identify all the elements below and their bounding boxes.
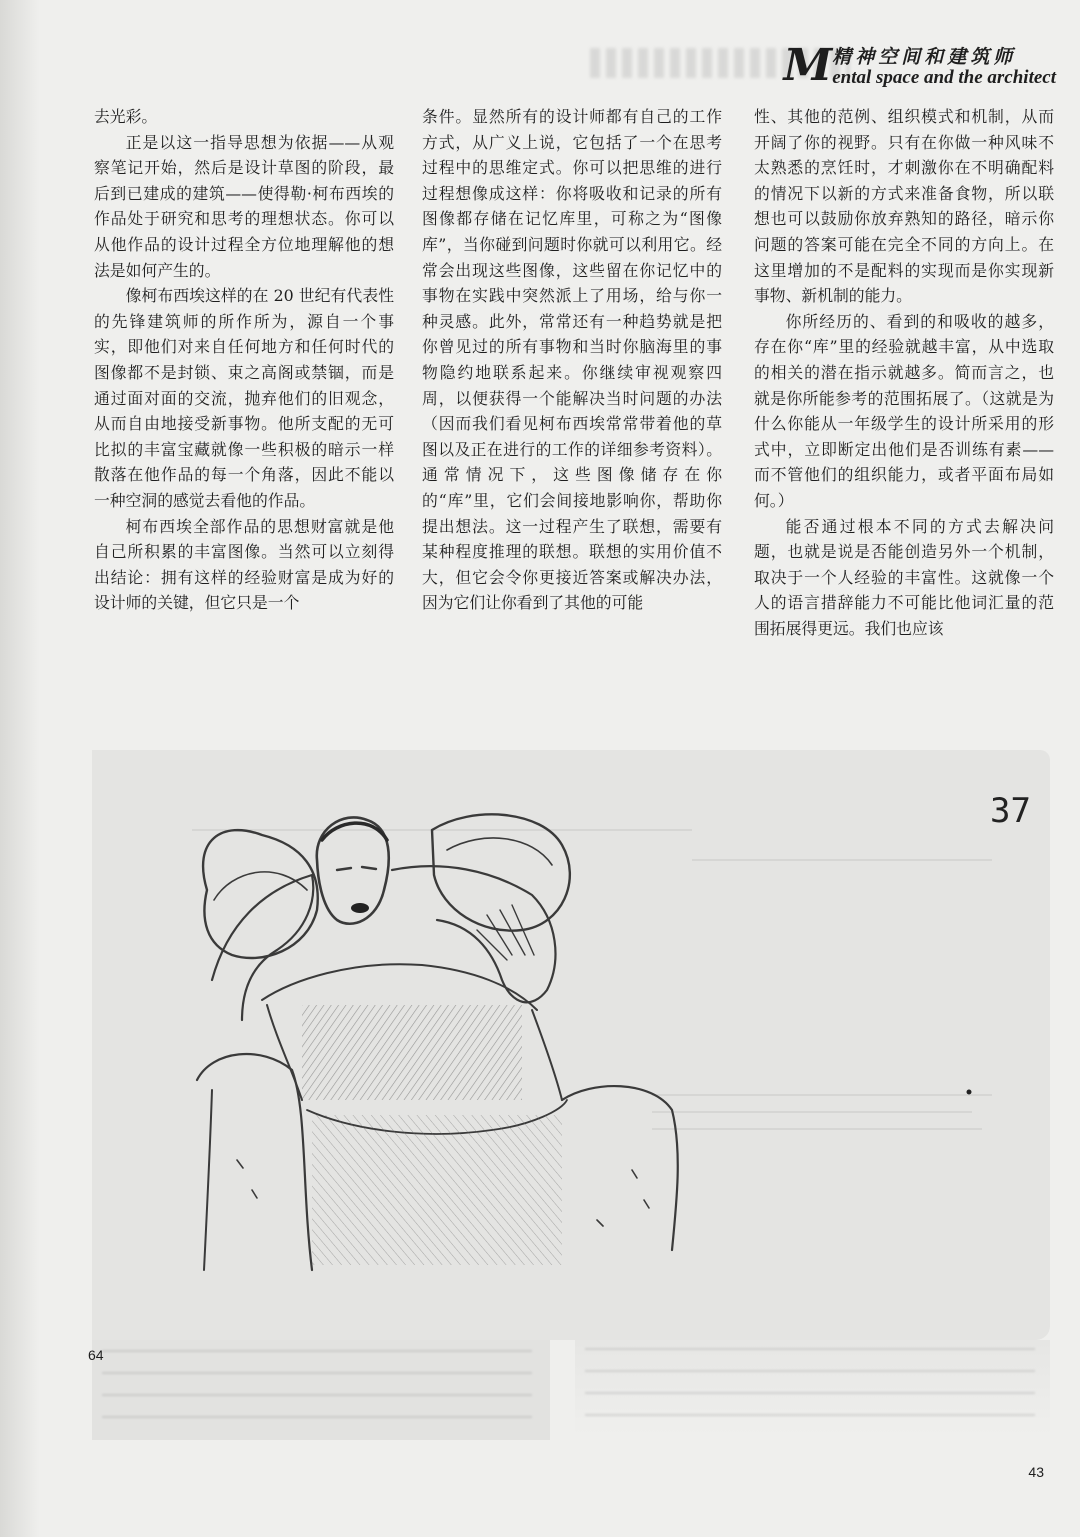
paragraph: 正是以这一指导思想为依据——从观察笔记开始，然后是设计草图的阶段，最后到已建成的建筑——使得勒·柯布西埃的作品处于研究和思考的理想状态。你可以从他作品的设计过程全方位地理解他的想法是如何产生的。 [94,132,394,280]
paragraph: 像柯布西埃这样的在 20 世纪有代表性的先锋建筑师的所作所为，源自一个事实，即他们对来自任何地方和任何时代的图像都不是封锁、束之高阁或禁锢，而是通过面对面的交流，抛弃他们的旧观念，从而自由地接受新事物。他所支配的无可比拟的丰富宝藏就像一些积极的暗示一样散落在他作品的每一个角落，因此不能以一种空洞的感觉去看他的作品。 [94,286,394,510]
header-initial-letter: M [783,40,833,91]
paragraph: 去光彩。 [94,107,158,126]
running-header [783,40,1056,91]
paragraph: 性、其他的范例、组织模式和机制，从而开阔了你的视野。只有在你做一种风味不太熟悉的烹饪时，才刺激你在不明确配料的情况下以新的方式来准备食物，所以联想也可以鼓励你放弃熟知的路径，暗示你问题的答案可能在完全不同的方向上。在这里增加的不是配料的实现而是你实现新事物、新机制的能力。 [754,107,1054,306]
sketch-number-label: 37 [990,791,1031,831]
page-number: 43 [1028,1464,1044,1480]
header-title-chinese: 精神空间和建筑师 [832,46,1017,68]
text-column-3 [754,104,1054,641]
sketch-drawing [92,750,1050,1340]
paragraph: 你所经历的、看到的和吸收的越多，存在你“库”里的经验就越丰富，从中选取的相关的潜在指示就越多。简而言之，也就是你所能参考的范围拓展了。（这就是为什么你能从一年级学生的设计所采用的形式中，立即断定出他们是否训练有素——而不管他们的组织能力，或者平面布局如何。） [754,311,1054,510]
header-titles [832,46,1056,88]
scan-edge-shadow [0,0,40,1537]
paragraph: 柯布西埃全部作品的思想财富就是他自己所积累的丰富图像。当然可以立刻得出结论：拥有这样的经验财富是成为好的设计师的关键，但它只是一个 [94,516,394,613]
underlying-page-region-right [575,1340,1050,1435]
bleedthrough-text [102,1350,532,1430]
underlying-page-region [92,1340,550,1440]
text-column-2 [422,104,722,616]
paragraph: 条件。显然所有的设计师都有自己的工作方式，从广义上说，它包括了一个在思考过程中的思维定式。你可以把思维的进行过程想像成这样：你将吸收和记录的所有图像都存储在记忆库里，可称之为“图像库”，当你碰到问题时你就可以利用它。经常会出现这些图像，这些留在你记忆中的事物在实践中突然派上了用场，给与你一种灵感。此外，常常还有一种趋势就是把你曾见过的所有事物和当时你脑海里的事物隐约地联系起来。你继续审视观察四周，以便获得一个能解决当时问题的办法（因而我们看见柯布西埃常常带着他的草图以及正在进行的工作的详细参考资料）。通常情况下，这些图像储存在你的“库”里，它们会间接地影响你，帮助你提出想法。这一过程产生了联想，需要有某种程度推理的联想。联想的实用价值不大，但它会令你更接近答案或解决办法，因为它们让你看到了其他的可能 [422,107,722,613]
bleedthrough-text [585,1348,1035,1418]
text-column-1 [94,104,394,616]
inner-page-number: 64 [88,1347,104,1363]
pencil-sketch-figure [92,750,1050,1340]
paragraph: 能否通过根本不同的方式去解决问题，也就是说是否能创造另外一个机制，取决于一个人经验的丰富性。这就像一个人的语言措辞能力不可能比他词汇量的范围拓展得更远。我们也应该 [754,516,1054,638]
header-title-english: ental space and the architect [832,67,1056,88]
